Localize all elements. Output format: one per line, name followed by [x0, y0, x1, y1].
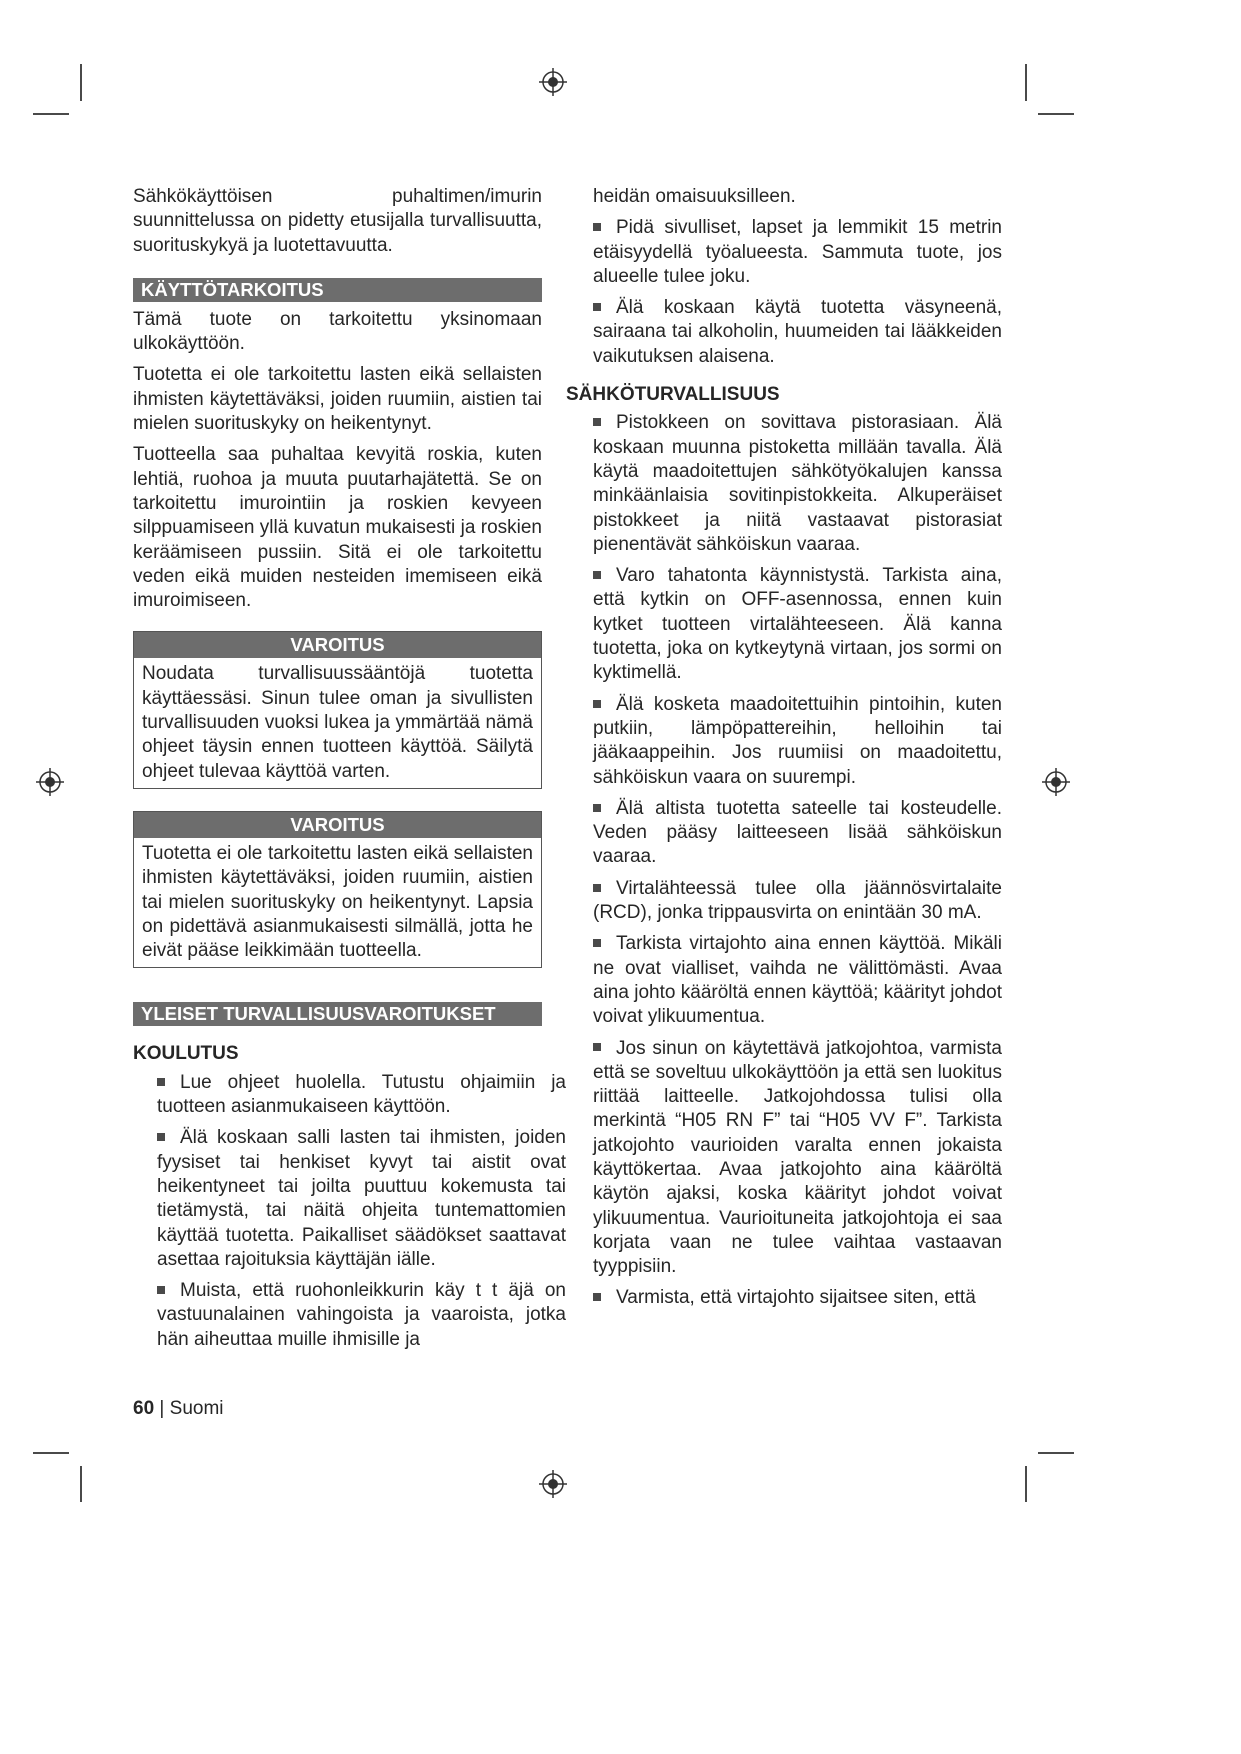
crop-mark	[33, 113, 69, 115]
bullet-square-icon	[593, 939, 601, 947]
bullet-square-icon	[593, 223, 601, 231]
list-item: Lue ohjeet huolella. Tutustu ohjaimiin ja tuotteen asianmukaiseen käyttöön.	[157, 1071, 566, 1118]
right-column	[566, 185, 1002, 1318]
bullet-square-icon	[593, 303, 601, 311]
list-item: Varo tahatonta käynnistystä. Tarkista aina, että kytkin on OFF-asennossa, ennen kuin kytket tuotteen virtalähteeseen. Älä kanna tuotetta, joka on kytkeytynä virtaan, jos sormi on kyktimellä.	[593, 565, 1002, 684]
bullet-square-icon	[593, 418, 601, 426]
crop-mark	[1038, 1452, 1074, 1454]
left-column	[133, 185, 566, 1359]
section-heading-yleiset: YLEISET TURVALLISUUSVAROITUKSET	[133, 1002, 542, 1026]
crop-mark	[80, 1466, 82, 1502]
list-item: Älä altista tuotetta sateelle tai kosteudelle. Veden pääsy laitteeseen lisää sähköiskun vaaraa.	[593, 797, 1002, 868]
paragraph: Tuotetta ei ole tarkoitettu lasten eikä sellaisten ihmisten käytettäväksi, joiden ruumiin, aistien tai mielen suorituskyky on heikentynyt.	[133, 364, 542, 435]
bullet-square-icon	[593, 884, 601, 892]
warning-text: Tuotetta ei ole tarkoitettu lasten eikä sellaisten ihmisten käytettäväksi, joiden ruumiin, aistien tai mielen suorituskyky on heikentynyt. Lapsia on pidettävä asianmukaisesti silmällä, jotta he eivät pääse leikkimään tuotteella.	[142, 842, 533, 962]
registration-mark-icon	[538, 1469, 568, 1499]
bullet-square-icon	[593, 804, 601, 812]
bullet-square-icon	[593, 1043, 601, 1051]
bullet-square-icon	[593, 700, 601, 708]
intro-paragraph: Sähkökäyttöisen puhaltimen/imurin suunnittelussa on pidetty etusijalla turvallisuutta, suorituskykyä ja luotettavuutta.	[133, 186, 542, 256]
list-item: Muista, että ruohonleikkurin käy t t äjä on vastuunalainen vahingoista ja vaaroista, jotka hän aiheuttaa muille ihmisille ja	[157, 1280, 566, 1350]
bullet-square-icon	[157, 1133, 165, 1141]
warning-title: VAROITUS	[134, 812, 541, 838]
footer-separator: |	[159, 1398, 165, 1419]
crop-mark	[80, 64, 82, 101]
section-heading-kayttotarkoitus: KÄYTTÖTARKOITUS	[133, 278, 542, 302]
list-item: Varmista, että virtajohto sijaitsee siten, että	[593, 1286, 1002, 1310]
list-item: Jos sinun on käytettävä jatkojohtoa, varmista että se soveltuu ulkokäyttöön ja että sen luokitus riittää laitteelle. Jatkojohdossa tulisi olla merkintä “H05 RN F” tai “H05 VV F”. Tarkista jatkojohto vaurioiden varalta ennen jokaista käyttökertaa. Avaa jatkojohto aina kääröltä käytön ajaksi, koska käärityt johdot voivat ylikuumentua. Vaurioituneita jatkojohtoja ei saa korjata vaan ne tulee vaihtaa vastaavan tyyppisiin.	[593, 1037, 1002, 1278]
list-item: Pidä sivulliset, lapset ja lemmikit 15 metrin etäisyydellä työalueesta. Sammuta tuote, jos alueelle tulee joku.	[593, 217, 1002, 287]
crop-mark	[1038, 113, 1074, 115]
list-item: Älä koskaan salli lasten tai ihmisten, joiden fyysiset tai henkiset kyvyt tai aistit ovat heikentyneet tai joilta puuttuu kokemusta tai tietämystä, tai näitä ohjeita tuntemattomien käyttää tuotetta. Paikalliset säädökset saattavat asettaa rajoituksia käyttäjän iälle.	[157, 1127, 566, 1270]
paragraph: Tämä tuote on tarkoitettu yksinomaan ulkokäyttöön.	[133, 308, 542, 355]
warning-box	[133, 631, 542, 788]
list-item: Pistokkeen on sovittava pistorasiaan. Älä koskaan muunna pistoketta millään tavalla. Älä käytä maadoitettujen sähkötyökalujen kanssa minkäänlaisia sovitinpistokkeita. Alkuperäiset pistokkeet ja niitä vastaavat pistorasiat pienentävät sähköiskun vaaraa.	[593, 412, 1002, 555]
list-item: Virtalähteessä tulee olla jäännösvirtalaite (RCD), jonka trippausvirta on enintään 30 mA.	[593, 877, 1002, 924]
subheading-koulutus: KOULUTUS	[133, 1043, 239, 1065]
crop-mark	[1025, 64, 1027, 101]
continuation-text: heidän omaisuuksilleen.	[593, 186, 796, 207]
footer-language: Suomi	[169, 1398, 224, 1419]
crop-mark	[33, 1452, 69, 1454]
warning-title: VAROITUS	[134, 632, 541, 658]
list-item: Tarkista virtajohto aina ennen käyttöä. Mikäli ne ovat vialliset, vaihda ne välittömästi. Avaa aina johto kääröltä ennen käyttöä; käärityt johdot voivat ylikuumentua.	[593, 933, 1002, 1028]
bullet-square-icon	[593, 1293, 601, 1301]
bullet-square-icon	[157, 1286, 165, 1294]
registration-mark-icon	[1041, 767, 1071, 797]
warning-box	[133, 811, 542, 968]
paragraph: Tuotteella saa puhaltaa kevyitä roskia, kuten lehtiä, ruohoa ja muuta puutarhajätettä. Se on tarkoitettu imurointiin ja roskien kevyeen silppuamiseen yllä kuvatun mukaisesti ja roskien keräämiseen pussiin. Sitä ei ole tarkoitettu veden eikä muiden nesteiden imemiseen eikä imuroimiseen.	[133, 444, 542, 612]
registration-mark-icon	[538, 67, 568, 97]
bullet-square-icon	[593, 571, 601, 579]
crop-mark	[1025, 1466, 1027, 1502]
page-number: 60	[133, 1398, 155, 1419]
list-item: Älä koskaan käytä tuotetta väsyneenä, sairaana tai alkoholin, huumeiden tai lääkkeiden vaikutuksen alaisena.	[593, 297, 1002, 367]
bullet-square-icon	[157, 1078, 165, 1086]
page-footer	[133, 1398, 224, 1420]
warning-text: Noudata turvallisuussääntöjä tuotetta käyttäessäsi. Sinun tulee oman ja sivullisten turvallisuuden vuoksi lukea ja ymmärtää nämä ohjeet täysin ennen tuotteen käyttöä. Säilytä ohjeet tulevaa käyttöä varten.	[142, 663, 533, 782]
registration-mark-icon	[35, 767, 65, 797]
subheading-sahkoturvallisuus: SÄHKÖTURVALLISUUS	[566, 384, 780, 406]
list-item: Älä kosketa maadoitettuihin pintoihin, kuten putkiin, lämpöpattereihin, helloihin tai jääkaappeihin. Jos ruumiisi on maadoitettu, sähköiskun vaara on suurempi.	[593, 693, 1002, 788]
